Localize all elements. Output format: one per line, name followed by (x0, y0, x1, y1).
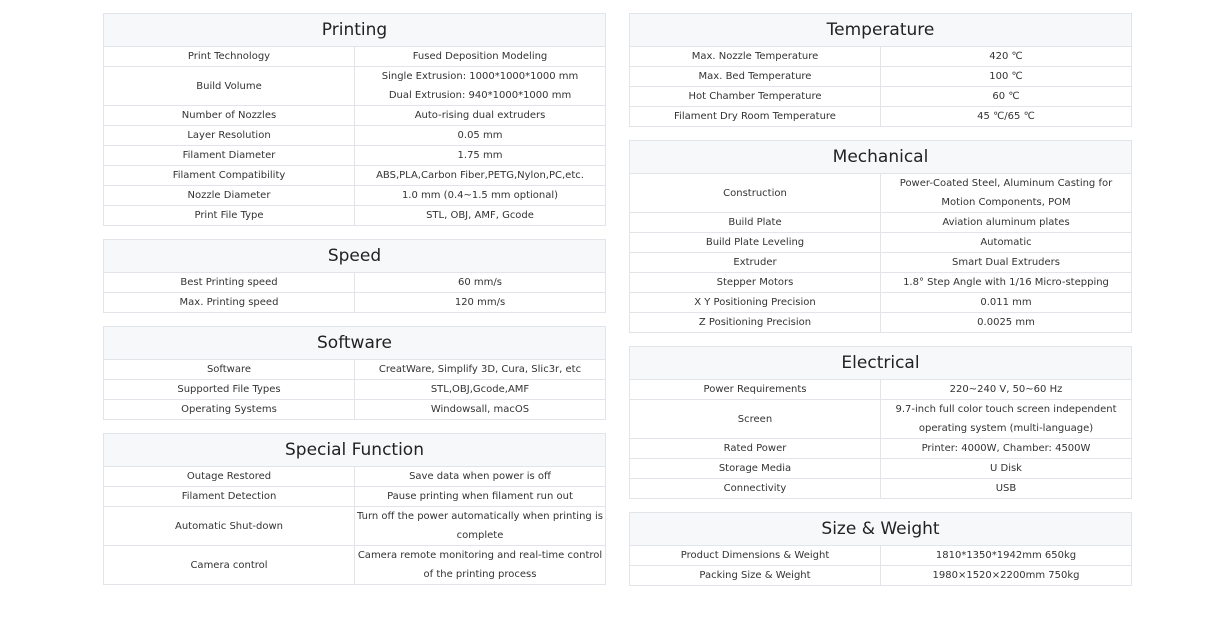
spec-label: Build Plate Leveling (630, 233, 881, 253)
spec-value-line: 420 ℃ (989, 51, 1023, 62)
spec-value-line: U Disk (990, 463, 1022, 474)
spec-value (355, 47, 606, 67)
spec-value-line: Fused Deposition Modeling (412, 51, 548, 62)
section-title: Speed (104, 240, 606, 273)
spec-row (630, 313, 1132, 333)
spec-row (630, 174, 1132, 213)
spec-table-software (103, 326, 606, 420)
spec-value-line: 1.75 mm (457, 150, 503, 161)
spec-value (881, 253, 1132, 273)
spec-label: Extruder (630, 253, 881, 273)
spec-value (355, 507, 606, 546)
spec-table-size-weight (629, 512, 1132, 586)
section-title: Software (104, 327, 606, 360)
spec-label: Operating Systems (104, 400, 355, 420)
spec-value (355, 186, 606, 206)
spec-value (355, 546, 606, 585)
spec-value (355, 467, 606, 487)
spec-value-line: 0.011 mm (980, 297, 1032, 308)
spec-label: Build Volume (104, 67, 355, 106)
spec-value-line: Turn off the power automatically when printing is complete (357, 511, 603, 541)
spec-value-line: 60 ℃ (992, 91, 1020, 102)
spec-value-line: 1980×1520×2200mm 750kg (932, 570, 1080, 581)
section-title: Size & Weight (630, 513, 1132, 546)
spec-value (355, 273, 606, 293)
spec-value (881, 273, 1132, 293)
spec-value (881, 174, 1132, 213)
spec-value (881, 313, 1132, 333)
spec-value (881, 87, 1132, 107)
spec-row (630, 439, 1132, 459)
spec-label: Filament Detection (104, 487, 355, 507)
spec-row (104, 47, 606, 67)
spec-value-line: 120 mm/s (454, 297, 506, 308)
spec-value-line: Power-Coated Steel, Aluminum Casting for Motion Components, POM (899, 178, 1113, 208)
spec-row (104, 360, 606, 380)
spec-row (630, 380, 1132, 400)
spec-row (630, 87, 1132, 107)
spec-value-line: Automatic (980, 237, 1032, 248)
spec-label: Filament Dry Room Temperature (630, 107, 881, 127)
spec-value-line: STL, OBJ, AMF, Gcode (426, 210, 534, 221)
spec-value-line: 0.05 mm (457, 130, 503, 141)
spec-label: Max. Printing speed (104, 293, 355, 313)
spec-value (355, 166, 606, 186)
spec-value (355, 360, 606, 380)
spec-label: Max. Bed Temperature (630, 67, 881, 87)
spec-label: Power Requirements (630, 380, 881, 400)
spec-value-line: 1810*1350*1942mm 650kg (935, 550, 1077, 561)
spec-value (881, 566, 1132, 586)
spec-table-speed (103, 239, 606, 313)
spec-value (881, 233, 1132, 253)
spec-row (630, 273, 1132, 293)
spec-value (355, 106, 606, 126)
spec-value-line: Windowsall, macOS (430, 404, 530, 415)
spec-table-electrical (629, 346, 1132, 499)
spec-label: Product Dimensions & Weight (630, 546, 881, 566)
spec-label: Best Printing speed (104, 273, 355, 293)
spec-value-line: Pause printing when filament run out (387, 491, 573, 502)
spec-label: Outage Restored (104, 467, 355, 487)
spec-row (104, 487, 606, 507)
section-title: Special Function (104, 434, 606, 467)
spec-row (630, 566, 1132, 586)
spec-value (881, 293, 1132, 313)
spec-value (881, 47, 1132, 67)
spec-table-temperature (629, 13, 1132, 127)
spec-value-line: 100 ℃ (989, 71, 1023, 82)
spec-value (355, 146, 606, 166)
spec-value (881, 400, 1132, 439)
spec-value-line: STL,OBJ,Gcode,AMF (430, 384, 530, 395)
spec-value (881, 380, 1132, 400)
spec-label: Hot Chamber Temperature (630, 87, 881, 107)
spec-label: Filament Diameter (104, 146, 355, 166)
spec-table-special-function (103, 433, 606, 585)
spec-value (881, 479, 1132, 499)
section-title: Printing (104, 14, 606, 47)
spec-value-line: ABS,PLA,Carbon Fiber,PETG,Nylon,PC,etc. (376, 170, 584, 181)
spec-value (881, 546, 1132, 566)
spec-row (630, 400, 1132, 439)
spec-value-line: 60 mm/s (458, 277, 502, 288)
spec-label: Z Positioning Precision (630, 313, 881, 333)
spec-value (881, 459, 1132, 479)
spec-value (881, 213, 1132, 233)
spec-row (630, 459, 1132, 479)
spec-row (104, 507, 606, 546)
spec-value (881, 107, 1132, 127)
section-title: Temperature (630, 14, 1132, 47)
spec-value (881, 67, 1132, 87)
spec-row (630, 479, 1132, 499)
spec-label: Number of Nozzles (104, 106, 355, 126)
section-title: Mechanical (630, 141, 1132, 174)
spec-row (104, 546, 606, 585)
spec-value-line: 1.8° Step Angle with 1/16 Micro-stepping (903, 277, 1109, 288)
spec-row (630, 213, 1132, 233)
spec-label: Nozzle Diameter (104, 186, 355, 206)
spec-value-line: 1.0 mm (0.4~1.5 mm optional) (401, 190, 559, 201)
spec-table-mechanical (629, 140, 1132, 333)
spec-label: Packing Size & Weight (630, 566, 881, 586)
spec-value-line: 45 ℃/65 ℃ (977, 111, 1035, 122)
spec-row (104, 166, 606, 186)
spec-value-line: Printer: 4000W, Chamber: 4500W (921, 443, 1091, 454)
spec-value (355, 67, 606, 106)
spec-row (104, 380, 606, 400)
spec-value (355, 126, 606, 146)
spec-value (355, 400, 606, 420)
section-title: Electrical (630, 347, 1132, 380)
spec-label: Construction (630, 174, 881, 213)
spec-label: Camera control (104, 546, 355, 585)
spec-value-line: 0.0025 mm (977, 317, 1035, 328)
spec-row (630, 67, 1132, 87)
spec-row (104, 293, 606, 313)
spec-row (104, 400, 606, 420)
spec-label: Max. Nozzle Temperature (630, 47, 881, 67)
left-column (103, 13, 606, 598)
spec-value (355, 206, 606, 226)
spec-row (104, 106, 606, 126)
spec-row (104, 206, 606, 226)
spec-label: Build Plate (630, 213, 881, 233)
spec-table-printing (103, 13, 606, 226)
spec-label: Rated Power (630, 439, 881, 459)
spec-label: Connectivity (630, 479, 881, 499)
spec-value-line: Camera remote monitoring and real-time control of the printing process (357, 550, 603, 580)
spec-label: Print File Type (104, 206, 355, 226)
spec-label: Supported File Types (104, 380, 355, 400)
spec-row (630, 233, 1132, 253)
spec-value-line: CreatWare, Simplify 3D, Cura, Slic3r, etc (378, 364, 582, 375)
spec-value-line: 220~240 V, 50~60 Hz (949, 384, 1063, 395)
spec-row (104, 146, 606, 166)
spec-label: Automatic Shut-down (104, 507, 355, 546)
spec-value-line: Auto-rising dual extruders (414, 110, 546, 121)
spec-label: X Y Positioning Precision (630, 293, 881, 313)
spec-row (630, 253, 1132, 273)
spec-label: Layer Resolution (104, 126, 355, 146)
spec-value-line: 9.7-inch full color touch screen independent operating system (multi-language) (895, 404, 1117, 434)
spec-row (630, 107, 1132, 127)
spec-row (104, 186, 606, 206)
spec-label: Storage Media (630, 459, 881, 479)
spec-value-line: Single Extrusion: 1000*1000*1000 mm (381, 71, 579, 82)
spec-row (630, 293, 1132, 313)
spec-row (104, 126, 606, 146)
spec-row (630, 546, 1132, 566)
spec-value (355, 380, 606, 400)
spec-row (630, 47, 1132, 67)
spec-label: Software (104, 360, 355, 380)
spec-label: Print Technology (104, 47, 355, 67)
spec-label: Stepper Motors (630, 273, 881, 293)
spec-value-line: Aviation aluminum plates (942, 217, 1070, 228)
spec-value (355, 487, 606, 507)
spec-value-line: Save data when power is off (409, 471, 551, 482)
right-column (629, 13, 1132, 599)
spec-value-line: Smart Dual Extruders (952, 257, 1060, 268)
spec-value (881, 439, 1132, 459)
spec-value-line: USB (995, 483, 1017, 494)
spec-value (355, 293, 606, 313)
spec-label: Filament Compatibility (104, 166, 355, 186)
spec-row (104, 467, 606, 487)
spec-row (104, 273, 606, 293)
spec-label: Screen (630, 400, 881, 439)
spec-value-line: Dual Extrusion: 940*1000*1000 mm (388, 90, 572, 101)
spec-row (104, 67, 606, 106)
